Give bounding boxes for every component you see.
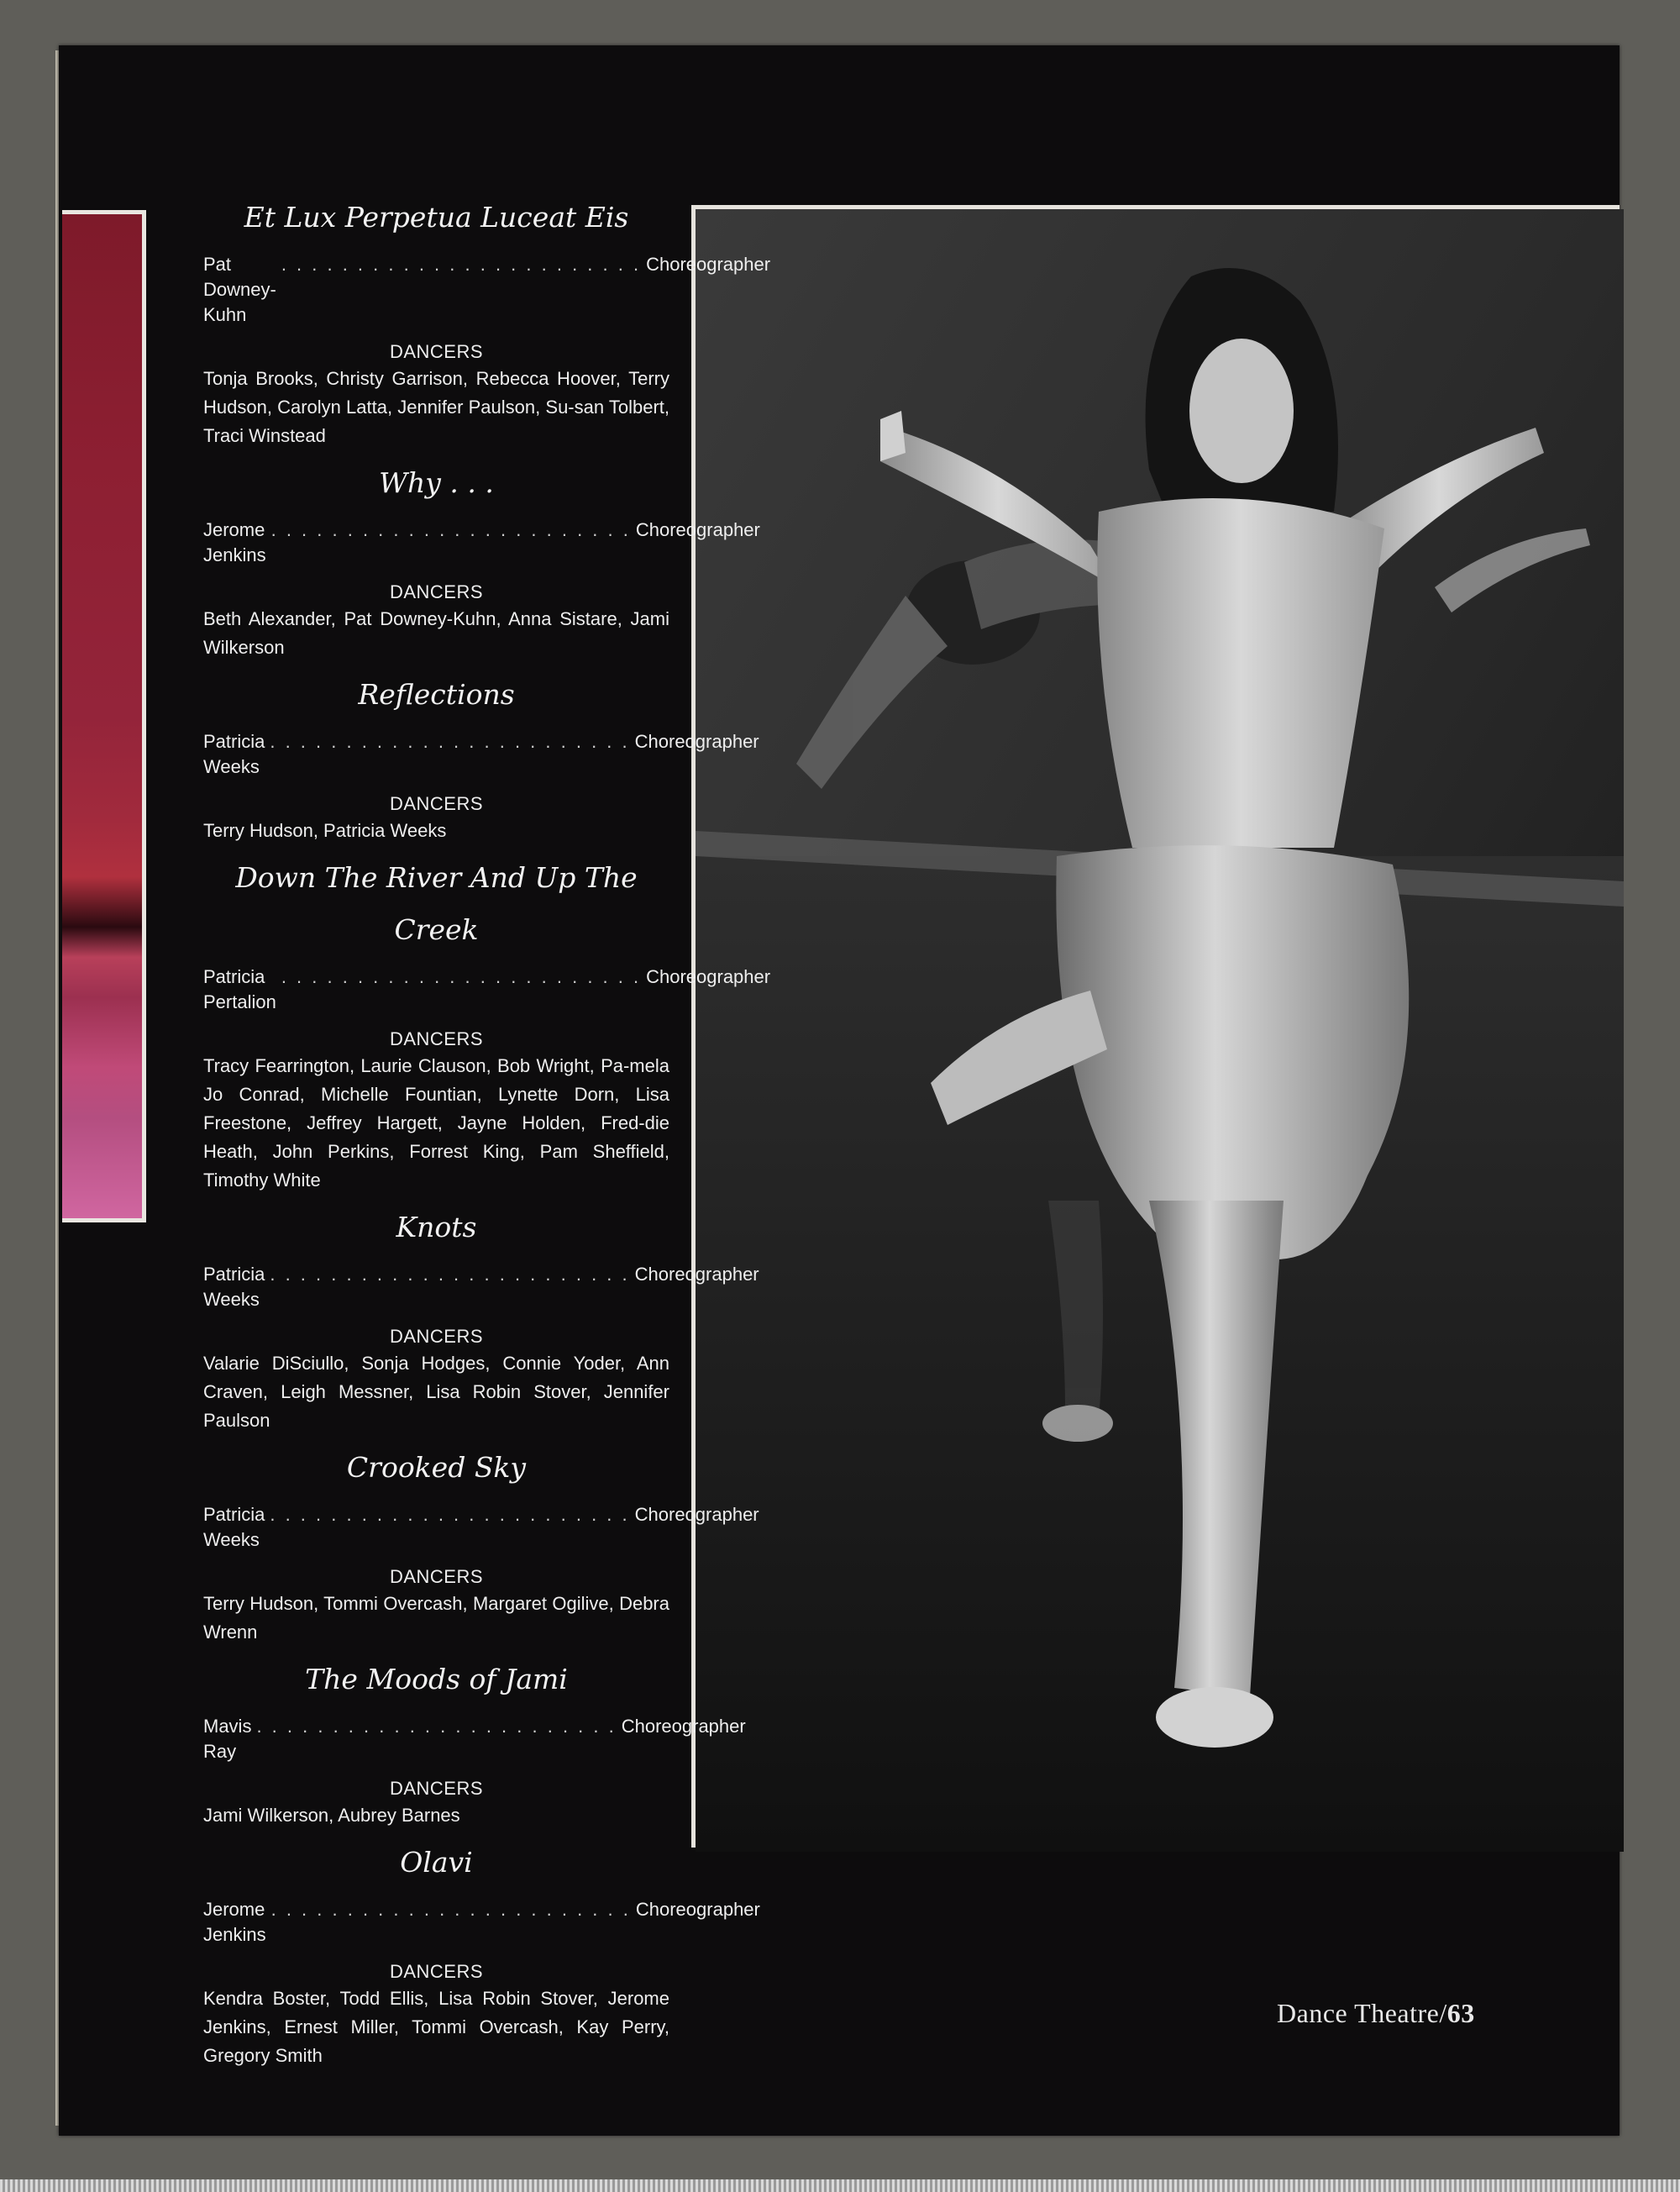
program-piece xyxy=(203,1653,746,1830)
program-piece xyxy=(203,457,760,662)
choreographer-credit xyxy=(203,1502,759,1553)
leader-dots: . . . . . . . . . . . . . . . . . . . . . . . . xyxy=(281,254,642,275)
leader-dots: . . . . . . . . . . . . . . . . . . . . . . . . xyxy=(270,731,630,752)
piece-title: The Moods of Jami xyxy=(305,1663,568,1695)
dancers-list: Terry Hudson, Patricia Weeks xyxy=(203,820,447,841)
leader-dots: . . . . . . . . . . . . . . . . . . . . . . . . xyxy=(270,1264,630,1285)
leader-dots: . . . . . . . . . . . . . . . . . . . . . . . . xyxy=(256,1716,617,1737)
dance-photograph xyxy=(691,205,1620,1848)
leader-dots: . . . . . . . . . . . . . . . . . . . . . . . . xyxy=(270,1504,630,1525)
choreographer-credit xyxy=(203,1897,760,1948)
dancers-list: Jami Wilkerson, Aubrey Barnes xyxy=(203,1805,460,1826)
leader-dots: . . . . . . . . . . . . . . . . . . . . . . . . xyxy=(270,519,631,540)
choreographer-credit xyxy=(203,965,771,1015)
program-piece xyxy=(203,192,771,450)
program-piece xyxy=(203,1837,760,2070)
piece-title: Olavi xyxy=(400,1846,473,1879)
choreographer-credit xyxy=(203,252,771,328)
dancers-heading: DANCERS xyxy=(389,793,484,814)
dancers-list: Kendra Boster, Todd Ellis, Lisa Robin Stover, Jerome Jenkins, Ernest Miller, Tommi Overcash, Kay Perry, Gregory Smith xyxy=(203,1988,669,2066)
leader-dots: . . . . . . . . . . . . . . . . . . . . . . . . xyxy=(270,1899,631,1920)
program-piece xyxy=(203,1442,759,1647)
choreographer-name: Patricia Pertalion xyxy=(203,966,276,1012)
piece-title: Down The River And Up The Creek xyxy=(235,861,638,946)
piece-title: Crooked Sky xyxy=(346,1451,527,1484)
choreographer-credit xyxy=(203,1714,746,1764)
piece-title: Et Lux Perpetua Luceat Eis xyxy=(244,201,629,234)
credit-role: Choreographer xyxy=(646,966,771,987)
choreographer-name: Patricia Weeks xyxy=(203,1504,265,1550)
folio-section: Dance Theatre/ xyxy=(1277,1998,1447,2028)
choreographer-credit xyxy=(203,729,759,780)
dancers-heading: DANCERS xyxy=(389,1961,484,1982)
piece-title: Knots xyxy=(396,1211,477,1243)
choreographer-name: Jerome Jenkins xyxy=(203,519,266,565)
choreographer-name: Patricia Weeks xyxy=(203,731,265,777)
dancers-heading: DANCERS xyxy=(389,1326,484,1347)
dancers-heading: DANCERS xyxy=(389,1566,484,1587)
program-listing xyxy=(203,192,771,2077)
page-number: 63 xyxy=(1446,1998,1475,2028)
program-piece xyxy=(203,669,759,845)
credit-role: Choreographer xyxy=(646,254,771,275)
dancers-heading: DANCERS xyxy=(389,581,484,602)
leader-dots: . . . . . . . . . . . . . . . . . . . . . . . . xyxy=(281,966,642,987)
dancers-heading: DANCERS xyxy=(389,341,484,362)
credit-role: Choreographer xyxy=(634,1504,759,1525)
dancers-list: Tracy Fearrington, Laurie Clauson, Bob Wright, Pa-mela Jo Conrad, Michelle Fountian, Lynette Dorn, Lisa Freestone, Jeffrey Hargett, Jayne Holden, Fred-die Heath, John Perkins, Forrest King, Pam Sheffield, Timothy White xyxy=(203,1055,669,1191)
choreographer-name: Patricia Weeks xyxy=(203,1264,265,1310)
choreographer-name: Pat Downey-Kuhn xyxy=(203,254,276,325)
choreographer-credit xyxy=(203,1262,759,1312)
choreographer-credit xyxy=(203,518,760,568)
credit-role: Choreographer xyxy=(634,1264,759,1285)
credit-role: Choreographer xyxy=(635,519,760,540)
choreographer-name: Mavis Ray xyxy=(203,1716,252,1762)
page-folio xyxy=(1277,1998,1475,2029)
choreographer-name: Jerome Jenkins xyxy=(203,1899,266,1945)
dancers-heading: DANCERS xyxy=(389,1778,484,1799)
credit-role: Choreographer xyxy=(634,731,759,752)
scanner-edge xyxy=(0,2179,1680,2192)
credit-role: Choreographer xyxy=(635,1899,760,1920)
program-piece xyxy=(203,852,771,1195)
dancers-list: Valarie DiSciullo, Sonja Hodges, Connie Yoder, Ann Craven, Leigh Messner, Lisa Robin Stover, Jennifer Paulson xyxy=(203,1353,669,1431)
program-piece xyxy=(203,1201,759,1435)
dancers-list: Beth Alexander, Pat Downey-Kuhn, Anna Sistare, Jami Wilkerson xyxy=(203,608,669,658)
piece-title: Reflections xyxy=(358,678,515,711)
dancers-list: Tonja Brooks, Christy Garrison, Rebecca Hoover, Terry Hudson, Carolyn Latta, Jennifer Paulson, Su-san Tolbert, Traci Winstead xyxy=(203,368,669,446)
piece-title: Why . . . xyxy=(379,466,494,499)
credit-role: Choreographer xyxy=(621,1716,746,1737)
dancers-heading: DANCERS xyxy=(389,1028,484,1049)
adjacent-page-photo-strip xyxy=(62,210,146,1222)
dancers-list: Terry Hudson, Tommi Overcash, Margaret Ogilive, Debra Wrenn xyxy=(203,1593,669,1643)
